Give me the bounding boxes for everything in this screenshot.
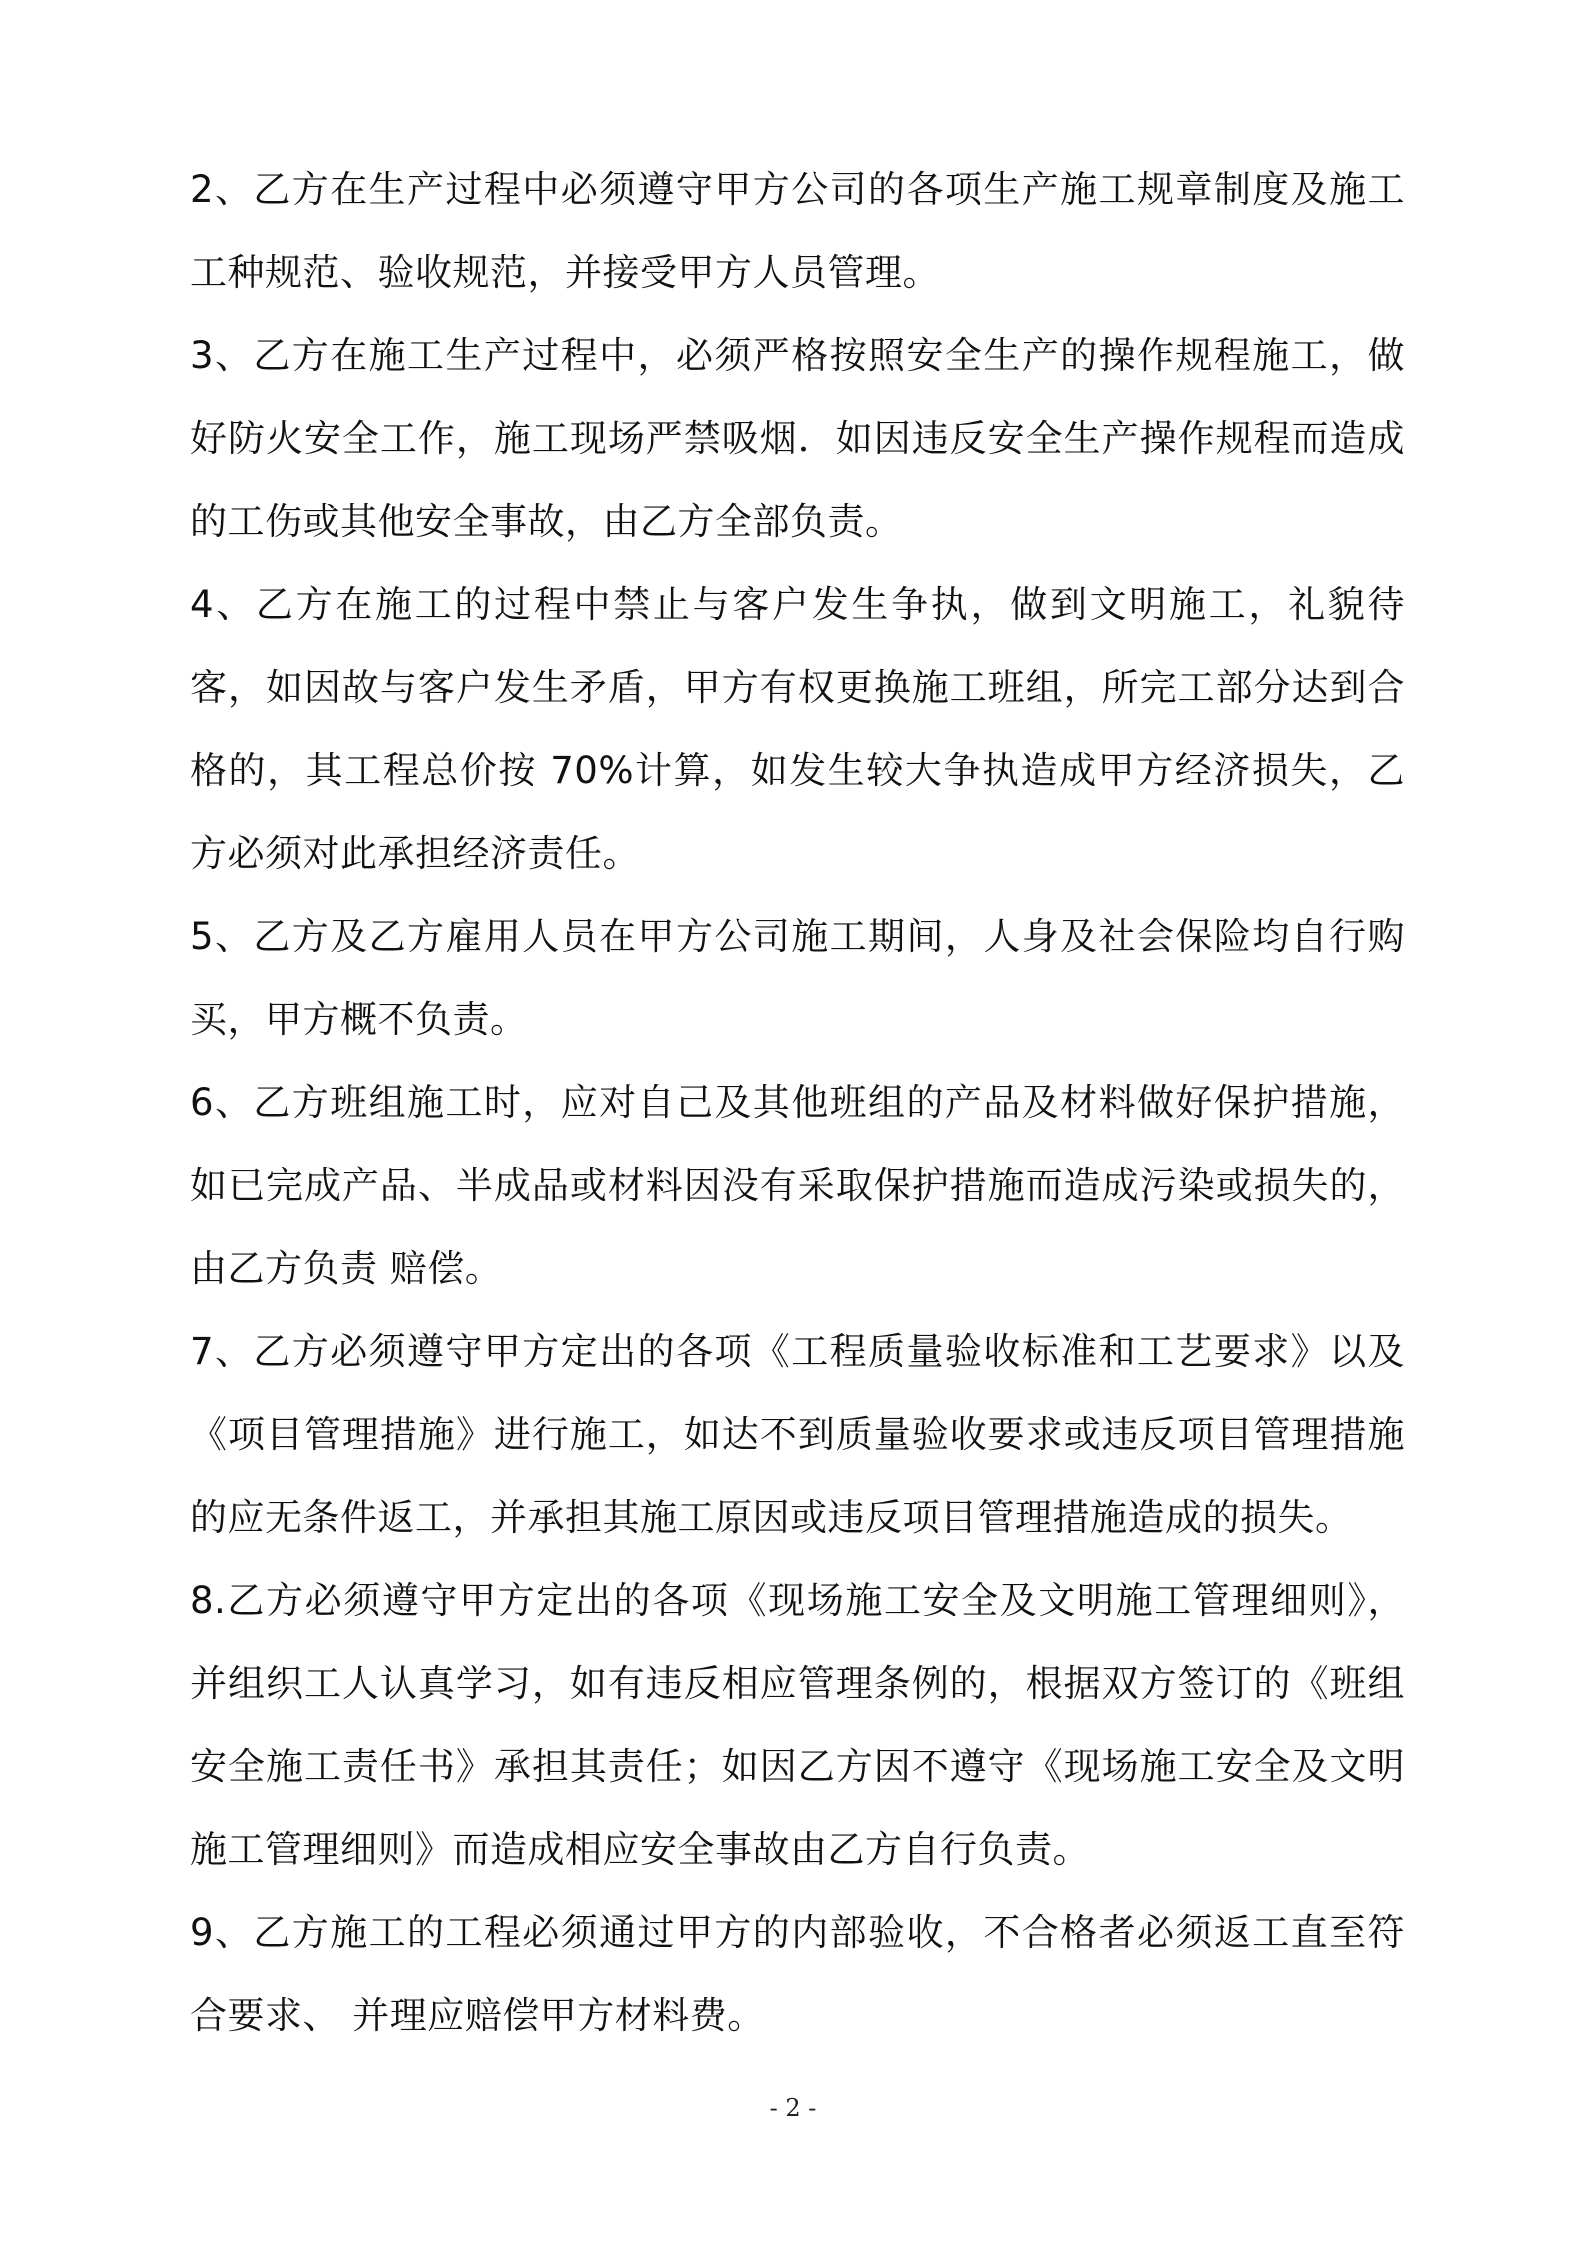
clause-5: 5、乙方及乙方雇用人员在甲方公司施工期间，人身及社会保险均自行购买，甲方概不负责。 [190,915,1405,1041]
clause-6: 6、乙方班组施工时，应对自己及其他班组的产品及材料做好保护措施，如已完成产品、半成品或材料因没有采取保护措施而造成污染或损失的，由乙方负责 赔偿。 [190,1081,1405,1290]
clause-2: 2、乙方在生产过程中必须遵守甲方公司的各项生产施工规章制度及施工工种规范、验收规范，并接受甲方人员管理。 [190,168,1405,294]
clause-7: 7、乙方必须遵守甲方定出的各项《工程质量验收标准和工艺要求》以及《项目管理措施》进行施工，如达不到质量验收要求或违反项目管理措施的应无条件返工，并承担其施工原因或违反项目管理措施造成的损失。 [190,1330,1405,1539]
clause-3: 3、乙方在施工生产过程中，必须严格按照安全生产的操作规程施工，做好防火安全工作，施工现场严禁吸烟．如因违反安全生产操作规程而造成的工伤或其他安全事故，由乙方全部负责。 [190,334,1405,543]
clause-4: 4、乙方在施工的过程中禁止与客户发生争执，做到文明施工，礼貌待客，如因故与客户发生矛盾，甲方有权更换施工班组，所完工部分达到合格的，其工程总价按 70%计算，如发生较大争执造成甲方经济损失，乙方必须对此承担经济责任。 [190,583,1405,875]
page-number: - 2 - [769,2094,817,2122]
clause-9: 9、乙方施工的工程必须通过甲方的内部验收，不合格者必须返工直至符合要求、 并理应赔偿甲方材料费。 [190,1911,1405,2037]
clause-8: 8.乙方必须遵守甲方定出的各项《现场施工安全及文明施工管理细则》，并组织工人认真学习，如有违反相应管理条例的，根据双方签订的《班组安全施工责任书》承担其责任；如因乙方因不遵守《现场施工安全及文明施工管理细则》而造成相应安全事故由乙方自行负责。 [190,1579,1405,1871]
contract-body [190,148,1405,2057]
